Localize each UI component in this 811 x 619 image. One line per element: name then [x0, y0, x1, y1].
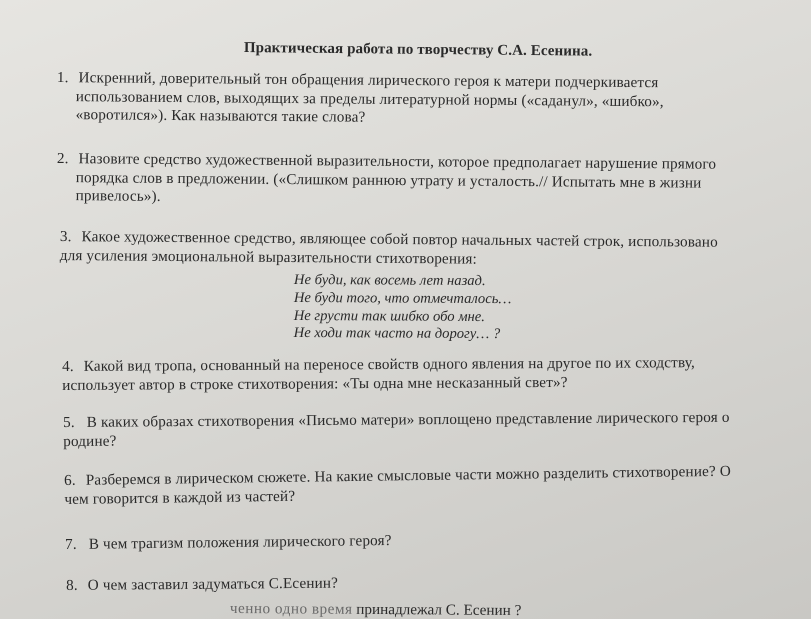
poem-line: Не буди, как восемь лет назад. [293, 272, 486, 290]
question-text-line: принадлежал С. Есенин ? [352, 600, 522, 619]
question-text-line: родине? [63, 432, 117, 450]
question-text-line: В каких образах стихотворения «Письмо матери» воплощено представление лирического героя о [86, 408, 730, 431]
question-text-line: О чем заставил задуматься С.Есенин? [87, 574, 339, 594]
question-text-line: порядка слов в предложении. («Слишком раннюю утрату и усталость.// Испытать мне в жизни [75, 168, 702, 192]
question-text-line: использует автор в строке стихотворения: «Ты одна мне несказанный свет»? [62, 373, 568, 394]
question-7 [65, 532, 392, 554]
question-text-line: Какое художественное средство, являющее собой повтор начальных частей строк, использовано [81, 228, 718, 251]
question-number: 2. [56, 150, 69, 168]
question-text-line: Какой вид тропа, основанный на переносе свойств одного явления на другое по их сходству, [83, 354, 695, 375]
question-text-line: Искренний, доверительный тон обращения лирического героя к матери подчеркивается [78, 69, 659, 92]
question-number: 5. [63, 413, 75, 431]
question-2 [57, 150, 717, 211]
question-number: 1. [56, 69, 69, 87]
question-number: 8. [66, 576, 78, 594]
question-5 [63, 409, 730, 451]
page-title: Практическая работа по творчеству С.А. Есенина. [243, 40, 593, 60]
question-4 [62, 354, 695, 395]
question-text-line: Назовите средство художественной выразительности, которое предполагает нарушение прямого [78, 150, 717, 173]
question-text-line: чем говорится в каждой из частей? [64, 487, 296, 508]
cut-off-question-line [230, 600, 522, 619]
question-text-line: В чем трагизм положения лирического героя? [88, 532, 392, 553]
question-text-line: Разберемся в лирическом сюжете. На какие смысловые части можно разделить стихотворение? О [85, 462, 732, 489]
poem-excerpt [294, 272, 512, 344]
question-text-line: для усиления эмоциональной выразительности стихотворения: [59, 246, 478, 268]
question-text-line: использованием слов, выходящих за пределы литературной нормы («саданул», «шибко», [75, 87, 664, 110]
question-number: 3. [59, 228, 72, 246]
poem-line: Не буди того, что отмечталось… [293, 289, 512, 307]
poem-line: Не грусти так шибко обо мне. [293, 307, 485, 325]
poem-line: Не ходи так часто на дорогу… ? [293, 325, 501, 343]
question-number: 6. [64, 471, 76, 489]
question-number: 7. [65, 535, 77, 553]
question-6 [64, 463, 731, 509]
question-8 [66, 575, 338, 596]
question-text-line: привелось»). [75, 187, 161, 205]
question-text-line: «воротился»). Как называются такие слова? [75, 106, 366, 126]
blurred-text: ченно одно время [229, 600, 353, 618]
question-3 [60, 228, 718, 271]
question-1 [57, 69, 664, 130]
question-number: 4. [62, 357, 74, 375]
